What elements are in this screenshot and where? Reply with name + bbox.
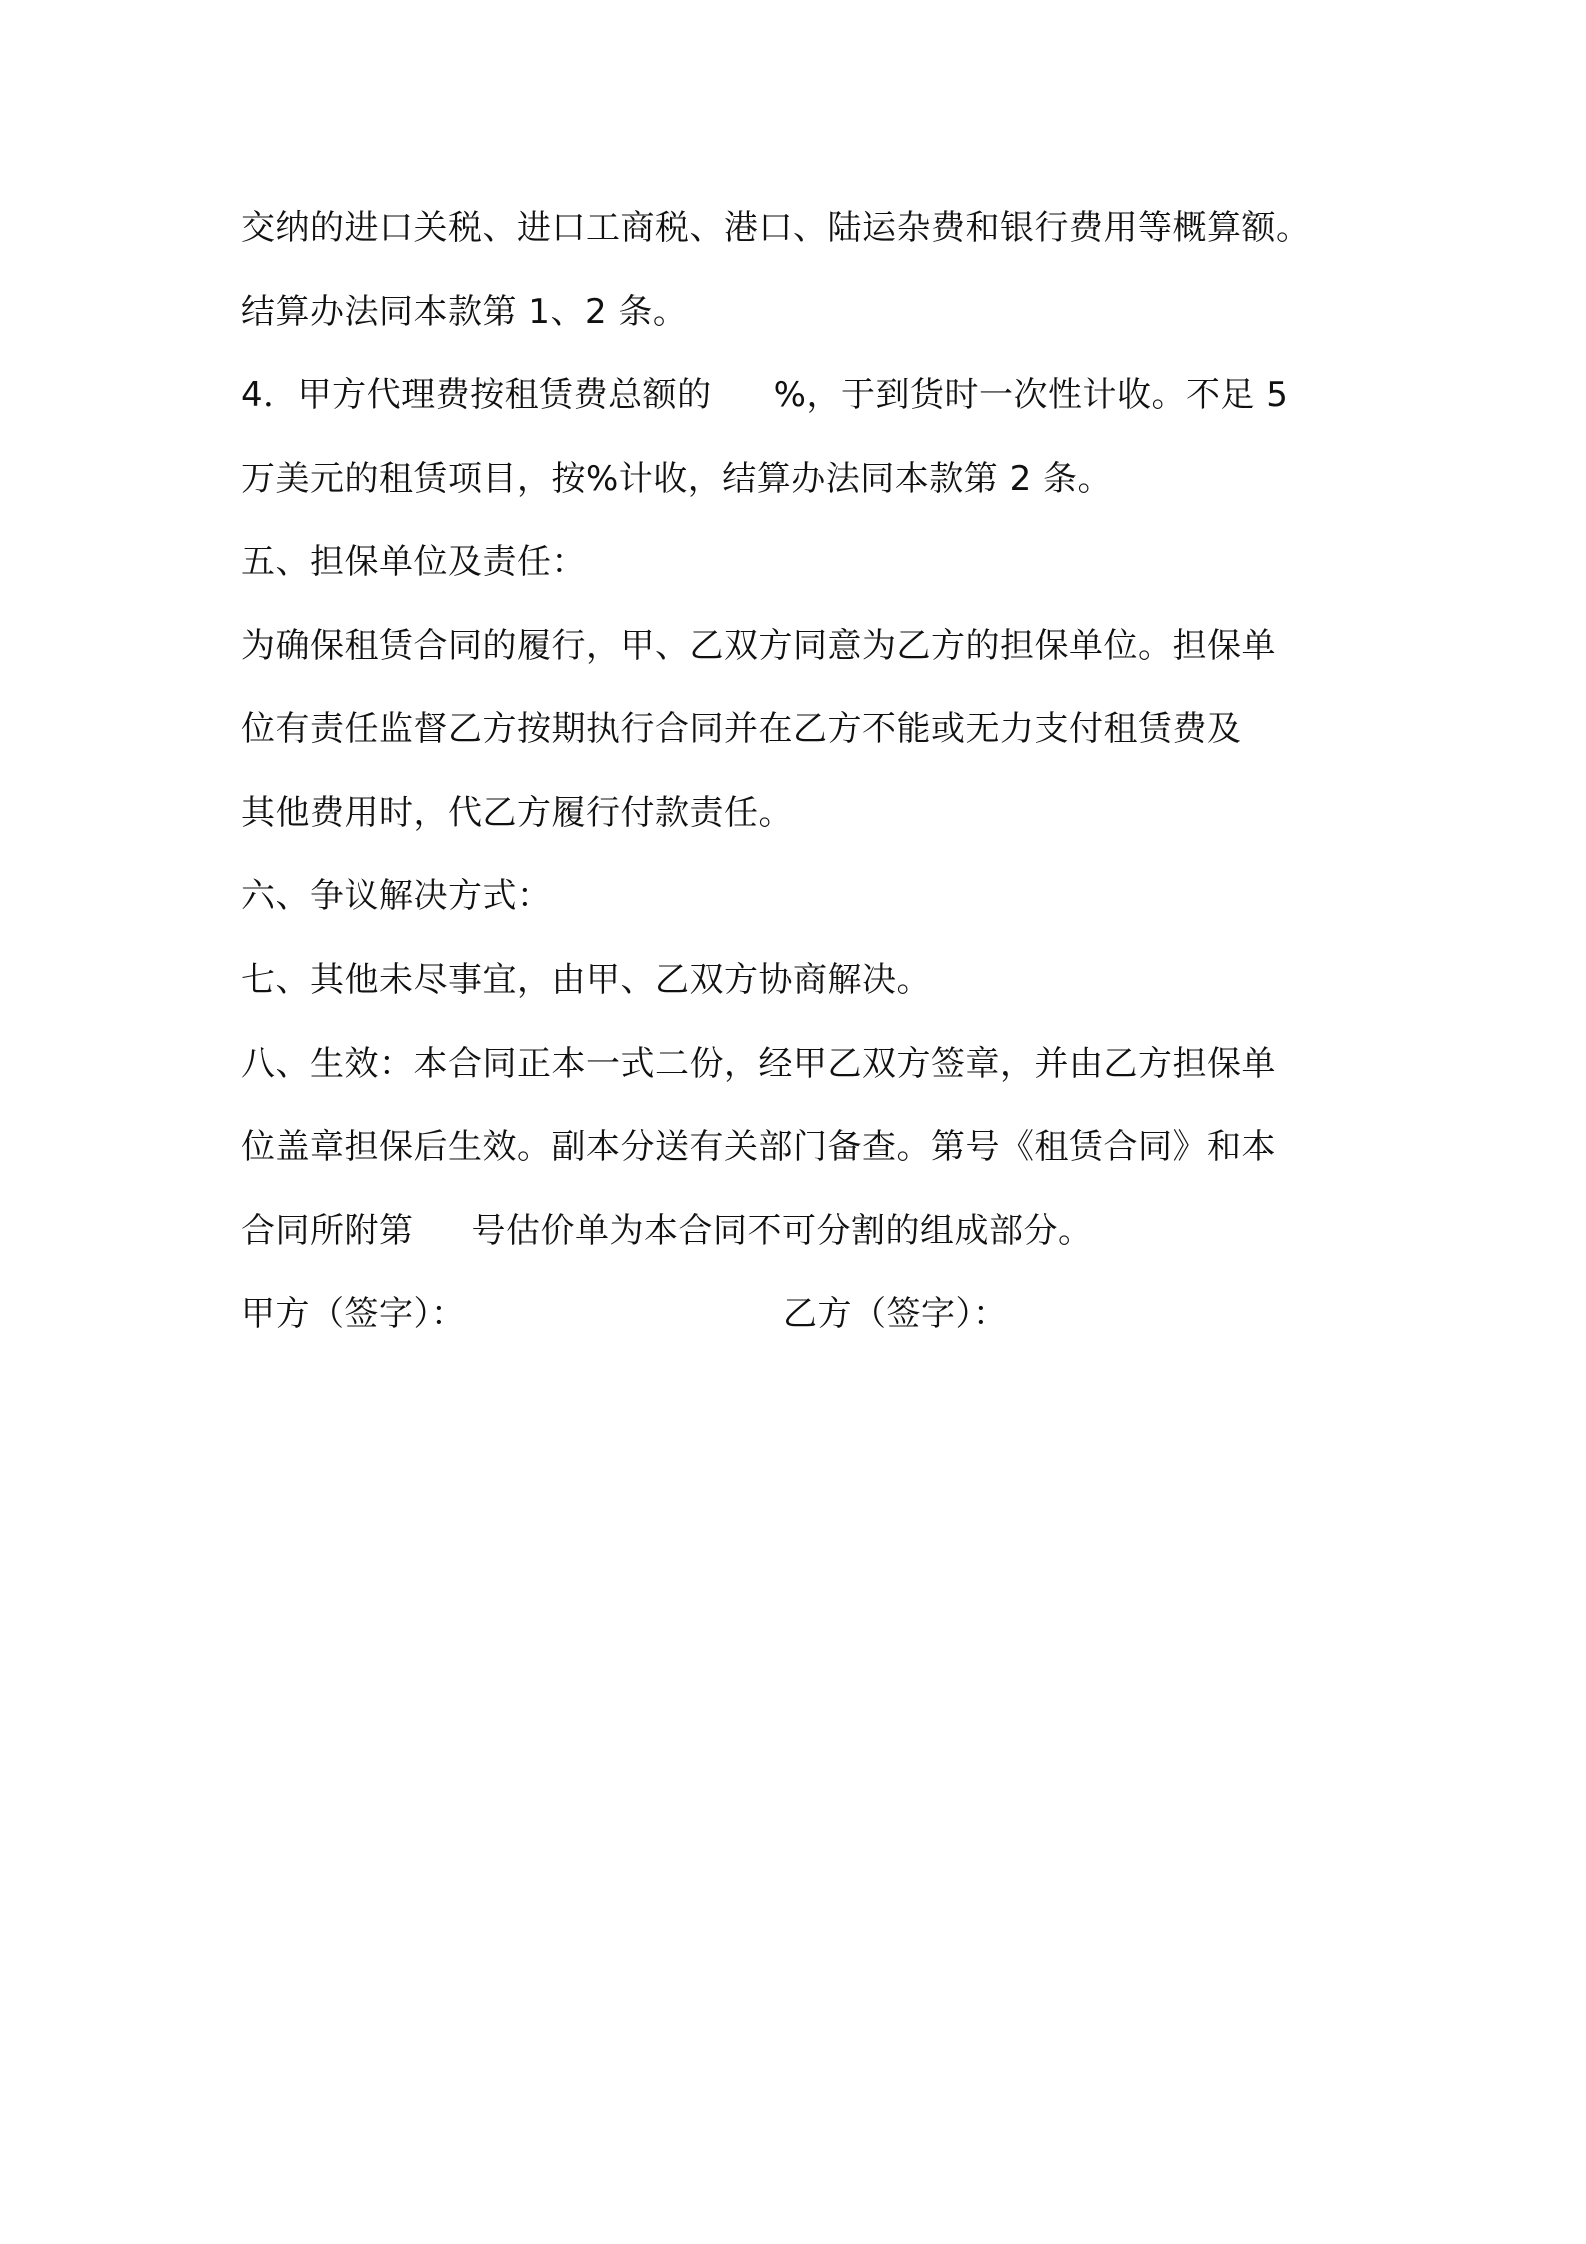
paragraph-line: 位盖章担保后生效。副本分送有关部门备查。第号《租赁合同》和本	[241, 1127, 1276, 1167]
paragraph-line: 万美元的租赁项目，按%计收，结算办法同本款第 2 条。	[241, 459, 1113, 499]
paragraph-line: 其他费用时，代乙方履行付款责任。	[241, 793, 793, 833]
agency-fee-text-after: %，于到货时一次性计收。不足 5	[773, 375, 1289, 415]
agency-fee-text-before: 4．甲方代理费按租赁费总额的	[241, 375, 712, 415]
section-heading-other: 七、其他未尽事宜，由甲、乙双方协商解决。	[241, 960, 931, 1000]
estimate-text-before: 合同所附第	[241, 1211, 414, 1251]
section-heading-effect: 八、生效：本合同正本一式二份，经甲乙双方签章，并由乙方担保单	[241, 1044, 1276, 1084]
paragraph-line: 结算办法同本款第 1、2 条。	[241, 292, 688, 332]
party-b-signature-label: 乙方（签字）：	[783, 1294, 1008, 1334]
estimate-text-after: 号估价单为本合同不可分割的组成部分。	[471, 1211, 1093, 1251]
estimate-clause	[241, 1206, 1361, 1256]
agency-fee-clause	[241, 370, 1361, 420]
party-a-signature-label: 甲方（签字）：	[241, 1294, 466, 1334]
paragraph-line: 位有责任监督乙方按期执行合同并在乙方不能或无力支付租赁费及	[241, 709, 1242, 749]
section-heading-guarantee: 五、担保单位及责任：	[241, 542, 586, 582]
signature-row	[241, 1289, 1361, 1339]
section-heading-dispute: 六、争议解决方式：	[241, 876, 552, 916]
paragraph-line: 交纳的进口关税、进口工商税、港口、陆运杂费和银行费用等概算额。	[241, 208, 1311, 248]
paragraph-line: 为确保租赁合同的履行，甲、乙双方同意为乙方的担保单位。担保单	[241, 626, 1276, 666]
